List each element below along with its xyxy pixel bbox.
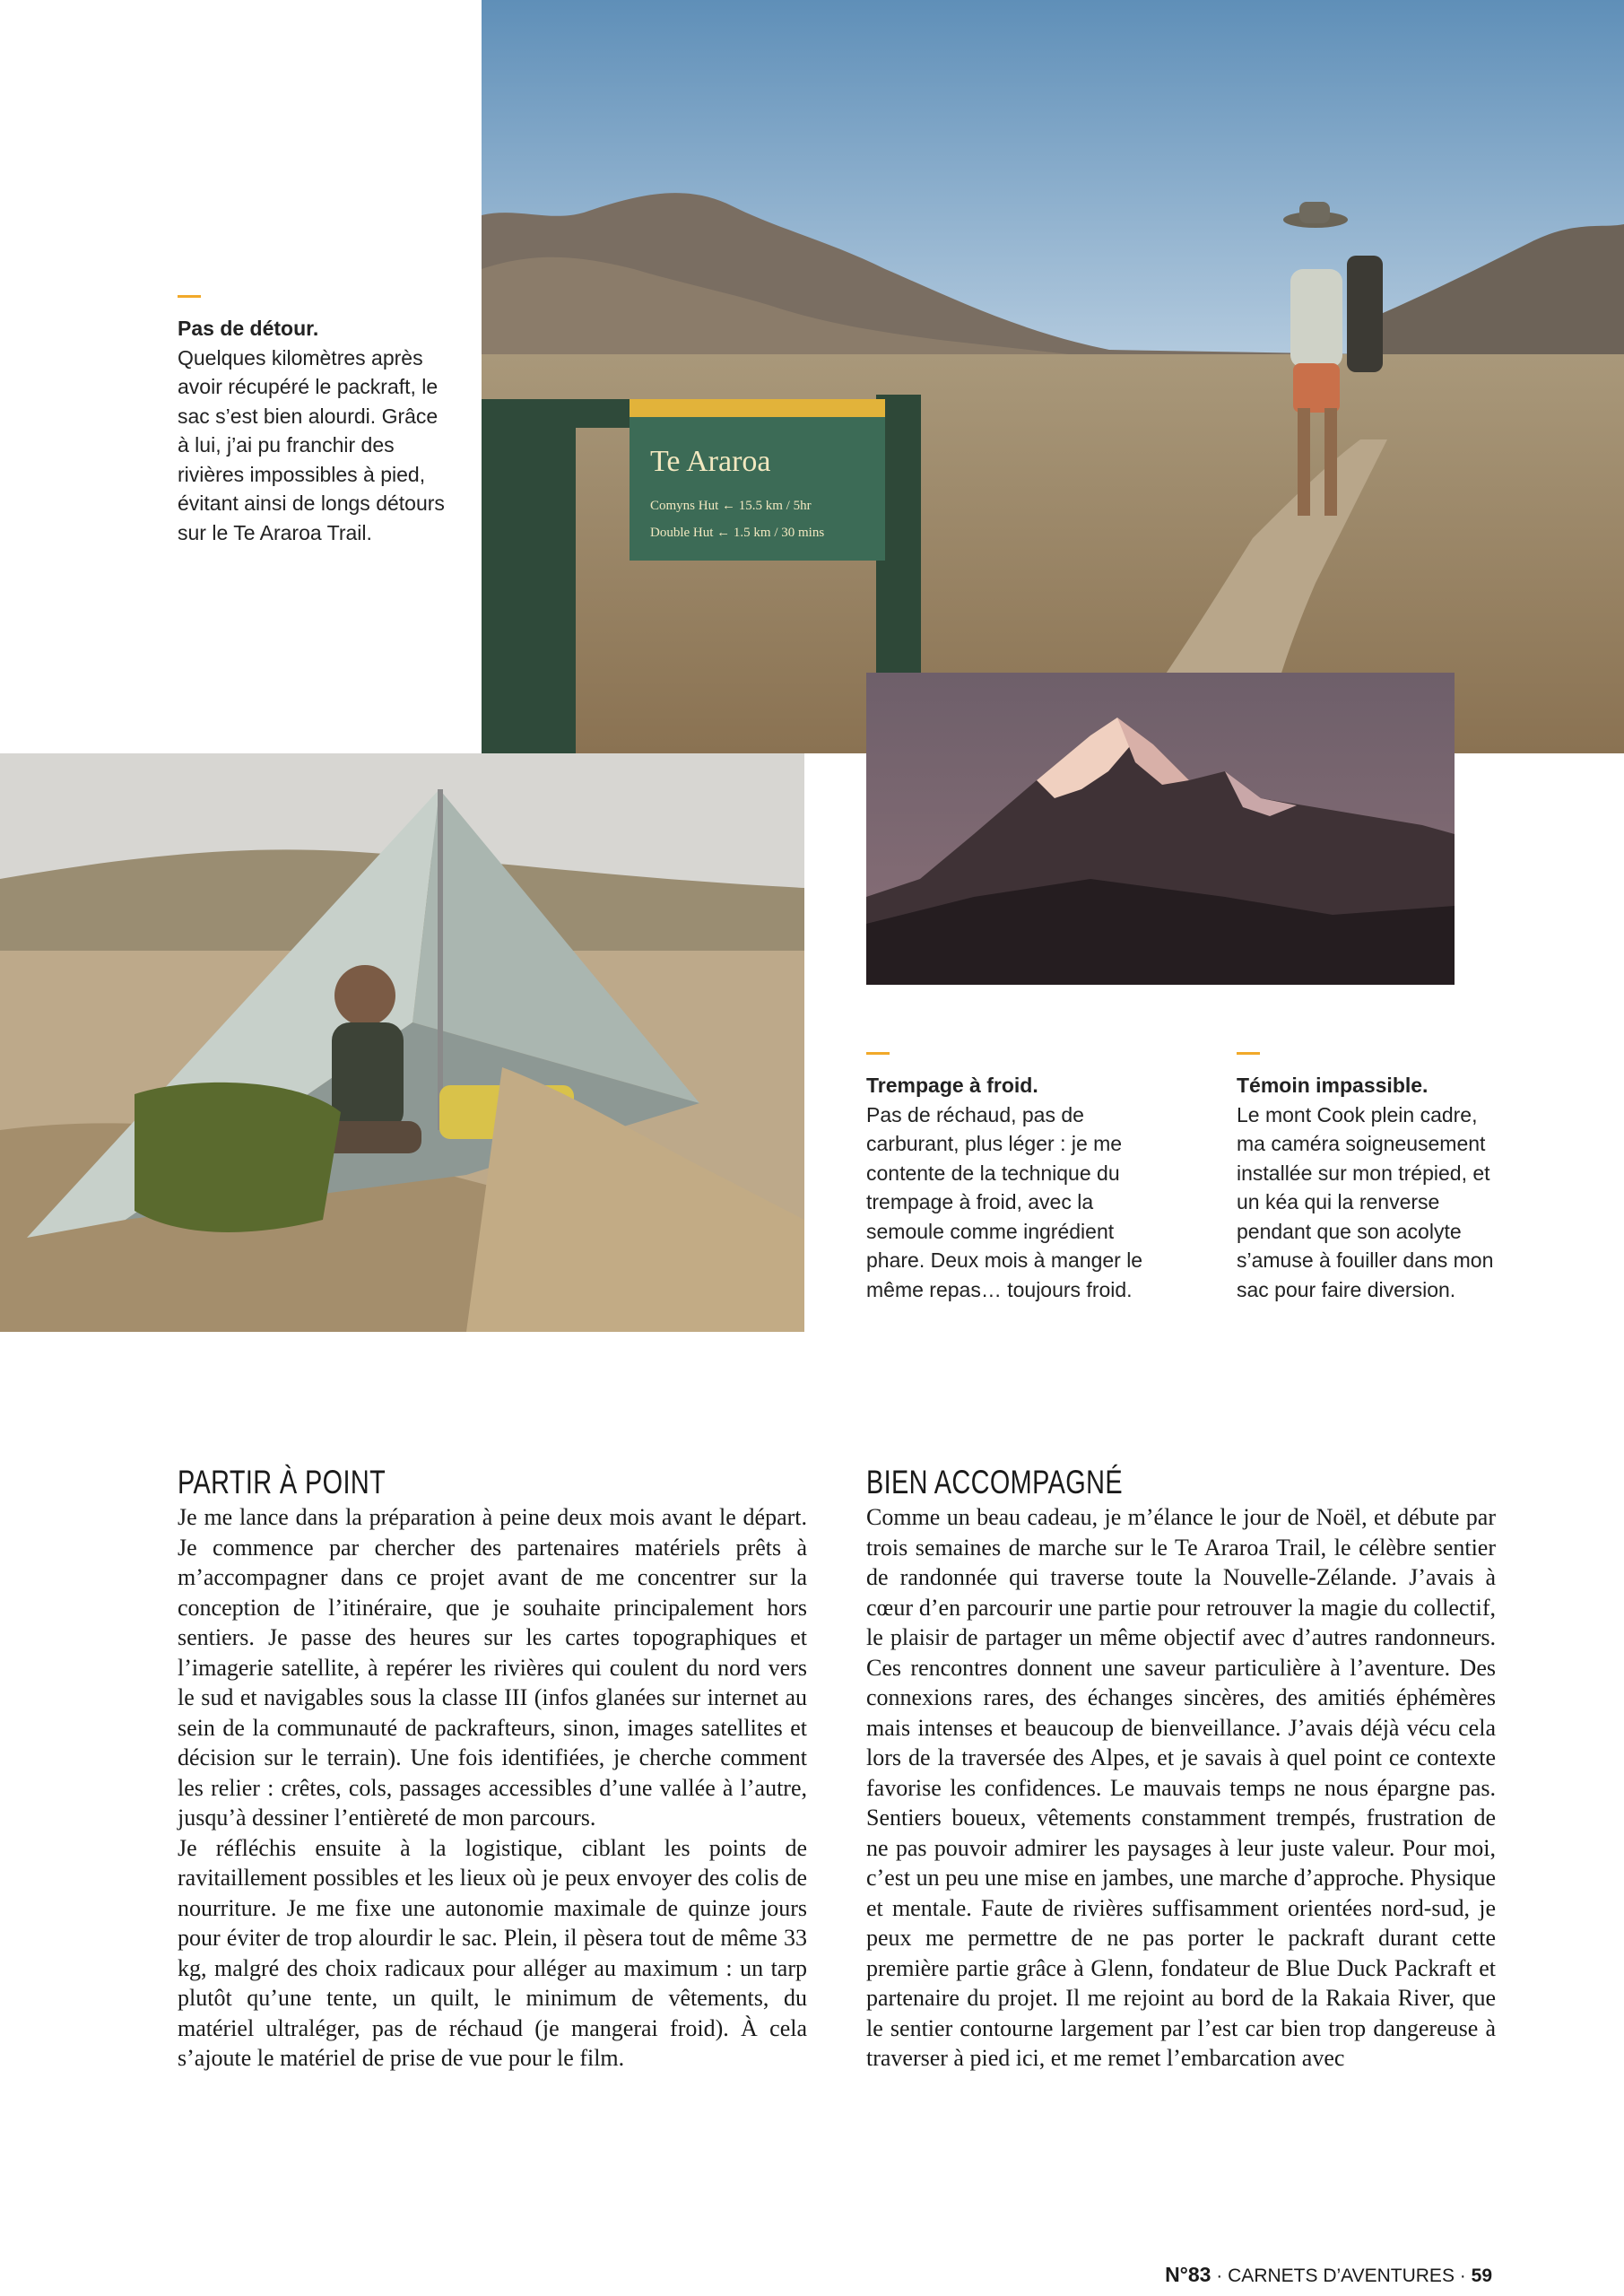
caption-body: Le mont Cook plein cadre, ma caméra soigneusement installée sur mon trépied, et un kéa qui la renverse pendant que son acolyte s’amuse à fouiller dans mon sac pour faire diversion. xyxy=(1237,1102,1494,1301)
sign-line-1: Comyns Hut ← 15.5 km / 5hr xyxy=(650,499,812,513)
caption-trempage-a-froid xyxy=(866,1052,1144,1304)
hiker-photo-image xyxy=(482,0,1624,753)
caption-accent-dash xyxy=(178,295,201,298)
caption-accent-dash xyxy=(1237,1052,1260,1055)
footer-separator: · xyxy=(1216,2266,1223,2286)
tarp-photo-image xyxy=(0,753,804,1332)
caption-accent-dash xyxy=(866,1052,890,1055)
section-paragraph: Je réfléchis ensuite à la logistique, ciblant les points de ravitaillement possibles et les lieux où je peux envoyer des colis de nourriture. Je me fixe une autonomie maximale de quinze jours pour éviter de trop alourdir le sac. Plein, il pèsera tout de même 33 kg, malgré des choix radicaux pour alléger au maximum : un tarp plutôt qu’une tente, un quilt, le minimum de vêtements, du matériel ultraléger, pas de réchaud (je mangerai froid). À cela s’ajoute le matériel de prise de vue pour le film. xyxy=(178,1834,807,2071)
section-heading-bien-accompagne: BIEN ACCOMPAGNÉ xyxy=(866,1464,1123,1500)
caption-pas-de-detour xyxy=(178,295,447,547)
page-number: 59 xyxy=(1471,2266,1492,2286)
hiker-photo xyxy=(482,0,1624,753)
caption-body: Pas de réchaud, pas de carburant, plus léger : je me contente de la technique du trempage à froid, avec la semoule comme ingrédient phare. Deux mois à manger le même repas… toujours froid. xyxy=(866,1102,1143,1301)
mount-cook-photo-image xyxy=(866,673,1455,985)
mount-cook-photo xyxy=(866,673,1455,985)
section-paragraph: Comme un beau cadeau, je m’élance le jour de Noël, et débute par trois semaines de marche sur le Te Araroa Trail, le célèbre sentier de randonnée qui traverse toute la Nouvelle-Zélande. J’avais à cœur d’en parcourir une partie pour retrouver la magie du collectif, le plaisir de partager un même objectif avec d’autres randonneurs. Ces rencontres donnent une saveur particulière à l’aventure. Des connexions rares, des échanges sincères, des amitiés éphémères mais intenses et beaucoup de bienveillance. J’avais déjà vécu cela lors de la traversée des Alpes, et je savais à quel point ce contexte favorise les confidences. Le mauvais temps ne nous épargne pas. Sentiers boueux, vêtements constamment trempés, frustration de ne pas pouvoir admirer les paysages à leur juste valeur. Pour moi, c’est un peu une mise en jambes, une marche d’approche. Physique et mentale. Faute de rivières suffisamment orientées nord-sud, je peux me permettre de ne pas porter le packraft durant cette première partie grâce à Glenn, fondateur de Blue Duck Packraft et partenaire du projet. Il me rejoint au bord de la Rakaia River, que le sentier contourne largement par l’est car bien trop dangereuse à traverser à pied ici, et me remet l’embarcation avec xyxy=(866,1504,1496,2071)
sign-line-2: Double Hut ← 1.5 km / 30 mins xyxy=(650,526,825,540)
tarp-photo xyxy=(0,753,804,1332)
sign-title: Te Araroa xyxy=(650,445,771,478)
page-footer xyxy=(986,2263,1492,2287)
caption-title: Pas de détour. xyxy=(178,317,319,340)
article-column-right xyxy=(866,1465,1496,2074)
issue-number: N°83 xyxy=(1165,2263,1211,2286)
magazine-name: CARNETS D’AVENTURES xyxy=(1228,2266,1455,2286)
article-column-left xyxy=(178,1465,807,2074)
section-heading-partir-a-point: PARTIR À POINT xyxy=(178,1464,386,1500)
caption-body: Quelques kilomètres après avoir récupéré le packraft, le sac s’est bien alourdi. Grâce à lui, j’ai pu franchir des rivières impossibles à pied, évitant ainsi de longs détours sur le Te Araroa Trail. xyxy=(178,345,445,544)
caption-title: Trempage à froid. xyxy=(866,1074,1038,1097)
caption-title: Témoin impassible. xyxy=(1237,1074,1429,1097)
caption-temoin-impassible xyxy=(1237,1052,1506,1304)
section-paragraph: Je me lance dans la préparation à peine deux mois avant le départ. Je commence par chercher des partenaires matériels prêts à m’accompagner dans ce projet avant de me concentrer sur la conception de l’itinéraire, que je souhaite principalement hors sentiers. Je passe des heures sur les cartes topographiques et l’imagerie satellite, à repérer les rivières qui coulent du nord vers le sud et navigables sous la classe III (infos glanées sur internet au sein de la communauté de packrafteurs, sinon, images satellites et décision sur le terrain). Une fois identifiées, je cherche comment les relier : crêtes, cols, passages accessibles d’une vallée à l’autre, jusqu’à dessiner l’entièreté de mon parcours. xyxy=(178,1504,807,1831)
footer-separator: · xyxy=(1459,2266,1466,2286)
